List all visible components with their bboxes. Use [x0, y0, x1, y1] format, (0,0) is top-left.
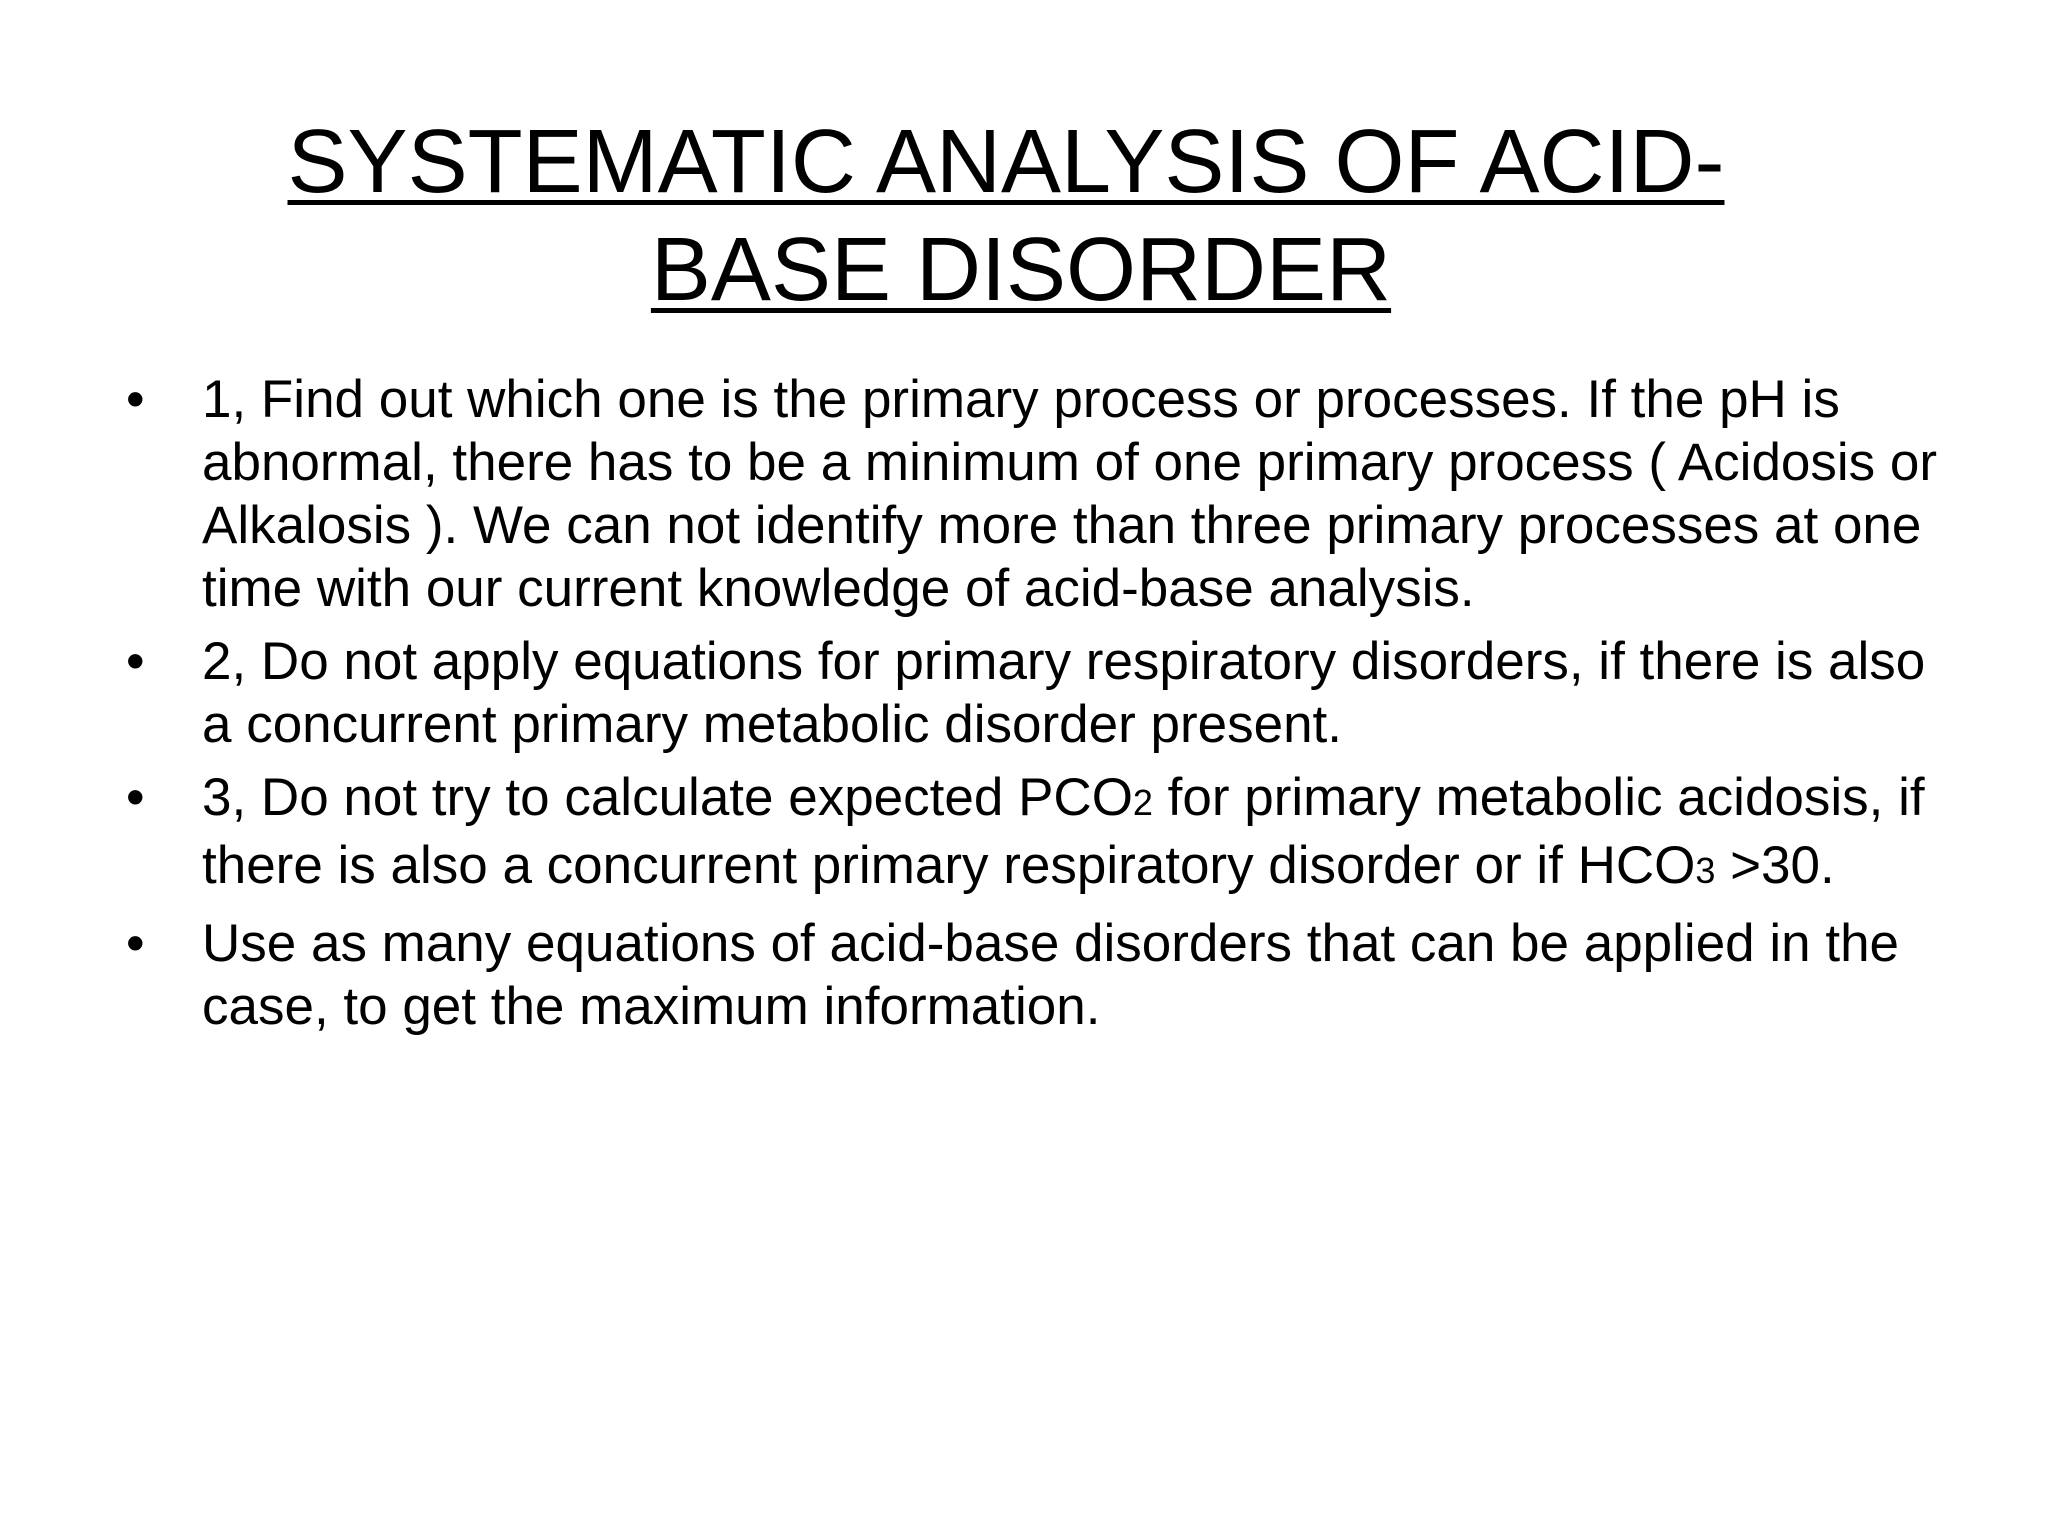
bullet-dot-icon: •: [126, 914, 145, 973]
title-line-2: BASE DISORDER: [650, 220, 1392, 320]
bullet-item-2: [126, 630, 1966, 756]
hco3-subscript: 3: [1695, 850, 1716, 891]
slide-title: [0, 108, 2048, 324]
bullet-text-3-middle: for primary metabolic acidosis, if there is also a concurrent primary respiratory disorder or if HCO: [202, 768, 1925, 895]
bullet-text-3: [202, 766, 1966, 902]
bullet-dot-icon: •: [126, 768, 145, 827]
bullet-item-3: [126, 766, 1966, 902]
bullet-item-1: [126, 368, 1966, 620]
bullet-dot-icon: •: [126, 632, 145, 691]
bullet-text-3-before: 3, Do not try to calculate expected PCO: [202, 768, 1133, 827]
bullet-text-4: Use as many equations of acid-base disorders that can be applied in the case, to get the maximum information.: [202, 914, 1900, 1036]
pco2-subscript: 2: [1132, 782, 1153, 823]
bullet-dot-icon: •: [126, 370, 145, 429]
bullet-text-3-after: >30.: [1715, 836, 1835, 895]
title-line-1: SYSTEMATIC ANALYSIS OF ACID-: [287, 112, 1725, 212]
bullet-list: [126, 368, 1966, 1048]
bullet-text-2: 2, Do not apply equations for primary respiratory disorders, if there is also a concurrent primary metabolic disorder present.: [202, 632, 1926, 754]
bullet-text-1: 1, Find out which one is the primary process or processes. If the pH is abnormal, there has to be a minimum of one primary process ( Acidosis or Alkalosis ). We can not identify more than three primary processes at one time with our current knowledge of acid-base analysis.: [202, 370, 1938, 618]
bullet-item-4: [126, 912, 1966, 1038]
